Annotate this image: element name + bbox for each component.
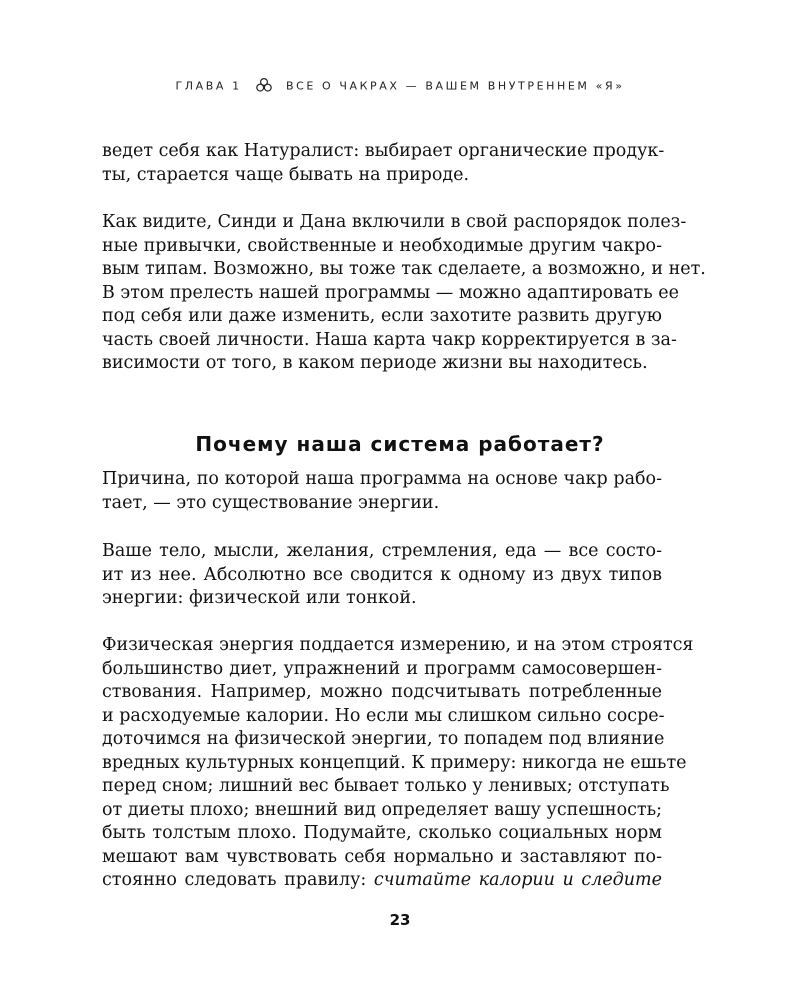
text-line: ты, старается чаще бывать на природе.	[102, 164, 470, 185]
text-line: тает, — это существование энергии.	[102, 492, 440, 513]
page-number: 23	[389, 911, 411, 929]
text-line-final	[102, 869, 662, 893]
text-line: часть своей личности. Наша карта чакр корректируется в за-	[102, 329, 677, 350]
text-line-plain: стоянно следовать правилу:	[102, 870, 374, 890]
text-line: висимости от того, в каком периоде жизни вы находитесь.	[102, 353, 648, 373]
text-line: Как видите, Синди и Дана включили в свой распорядок полез-	[102, 212, 687, 232]
text-line: вредных культурных концепций. К примеру: никогда не ешьте	[102, 752, 687, 773]
text-line: Физическая энергия поддается измерению, и на этом строятся	[102, 635, 694, 655]
paragraph-4	[102, 540, 662, 611]
section-heading: Почему наша система работает?	[195, 432, 605, 456]
text-line: быть толстым плохо. Подумайте, сколько социальных норм	[102, 823, 662, 843]
paragraph-1	[102, 140, 665, 187]
text-line: В этом прелесть нашей программы — можно адаптировать ее	[102, 282, 679, 303]
text-line: энергии: физической или тонкой.	[102, 588, 417, 608]
text-line: ные привычки, свойственные и необходимые другим чакро-	[102, 235, 662, 256]
paragraph-3	[102, 468, 662, 515]
text-line: вым типам. Возможно, вы тоже так сделаете, а возможно, и нет.	[102, 259, 706, 279]
text-line: и расходуемые калории. Но если мы слишком сильно сосре-	[102, 705, 665, 726]
paragraph-5	[102, 634, 694, 893]
paragraph-2	[102, 211, 706, 376]
text-line: мешают вам чувствовать себя нормально и заставляют по-	[102, 846, 662, 867]
text-line-italic: считайте калории и следите	[373, 870, 662, 890]
trefoil-ornament-icon	[256, 78, 272, 95]
text-line: ведет себя как Натуралист: выбирает органические продук-	[102, 141, 665, 161]
text-line: ит из нее. Абсолютно все сводится к одному из двух типов	[102, 564, 662, 585]
text-line: доточимся на физической энергии, то попадем под влияние	[102, 729, 665, 749]
text-line: от диеты плохо; внешний вид определяет вашу успешность;	[102, 799, 663, 820]
text-line: большинство диет, упражнений и программ самосовершен-	[102, 658, 662, 679]
running-header	[0, 78, 800, 95]
text-line: под себя или даже изменить, если захотите развить другую	[102, 306, 662, 326]
text-line: Причина, по которой наша программа на основе чакр рабо-	[102, 469, 662, 489]
text-line: ствования. Например, можно подсчитывать потребленные	[102, 682, 662, 702]
chapter-title: ВСЕ О ЧАКРАХ — ВАШЕМ ВНУТРЕННЕМ «Я»	[285, 79, 625, 93]
text-line: перед сном; лишний вес бывает только у ленивых; отступать	[102, 776, 670, 796]
chapter-label: ГЛАВА 1	[175, 79, 242, 93]
text-line: Ваше тело, мысли, желания, стремления, еда — все состо-	[102, 541, 662, 561]
